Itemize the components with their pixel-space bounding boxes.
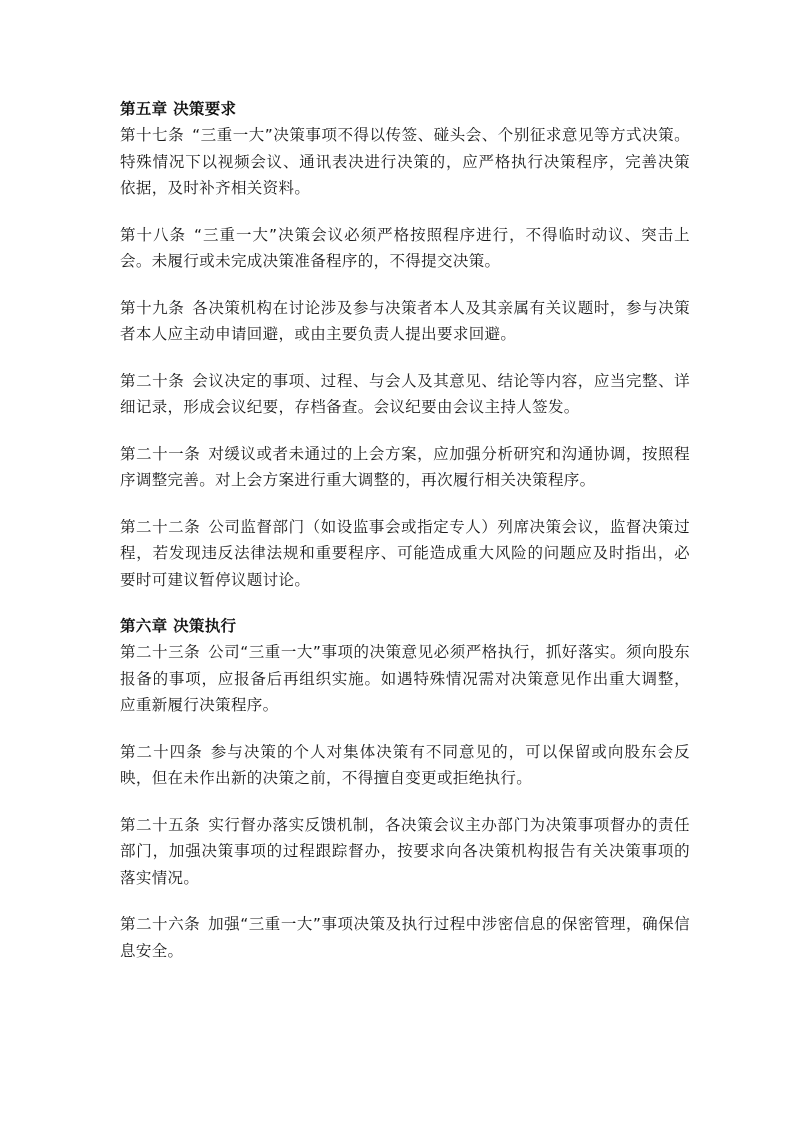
- article-number: 第二十二条: [120, 517, 201, 536]
- article-number: 第二十五条: [120, 815, 201, 834]
- article-text: 实行督办落实反馈机制，各决策会议主办部门为决策事项督办的责任部门，加强决策事项的过程跟踪督办，按要求向各决策机构报告有关决策事项的落实情况。: [120, 815, 690, 887]
- article-text: 公司“三重一大”事项的决策意见必须严格执行，抓好落实。须向股东报备的事项，应报备后再组织实施。如遇特殊情况需对决策意见作出重大调整，应重新履行决策程序。: [120, 643, 690, 714]
- article-number: 第二十六条: [120, 915, 201, 933]
- article-23: [120, 639, 690, 719]
- chapter-6-heading: 第六章 决策执行: [120, 617, 237, 635]
- article-18: [120, 222, 690, 275]
- article-25: [120, 812, 690, 892]
- article-number: 第二十三条: [120, 643, 201, 661]
- article-text: 公司监督部门（如设监事会或指定专人）列席决策会议，监督决策过程，若发现违反法律法规和重要程序、可能造成重大风险的问题应及时指出，必要时可建议暂停议题讨论。: [120, 517, 690, 589]
- article-17: [120, 122, 690, 202]
- article-26: [120, 911, 690, 964]
- article-number: 第二十四条: [120, 742, 203, 761]
- article-text: 加强“三重一大”事项决策及执行过程中涉密信息的保密管理，确保信息安全。: [120, 915, 690, 960]
- article-text: “三重一大”决策事项不得以传签、碰头会、个别征求意见等方式决策。特殊情况下以视频会议、通讯表决进行决策的，应严格执行决策程序，完善决策依据，及时补齐相关资料。: [120, 126, 690, 197]
- document-page: [120, 96, 690, 984]
- article-text: 参与决策的个人对集体决策有不同意见的，可以保留或向股东会反映，但在未作出新的决策之前，不得擅自变更或拒绝执行。: [120, 742, 690, 787]
- chapter-5-heading: 第五章 决策要求: [120, 100, 237, 118]
- article-24: [120, 739, 690, 792]
- article-22: [120, 514, 690, 594]
- article-number: 第二十条: [120, 371, 185, 390]
- article-20: [120, 368, 690, 421]
- article-number: 第十七条: [120, 126, 185, 144]
- article-number: 第二十一条: [120, 444, 201, 463]
- article-text: 会议决定的事项、过程、与会人及其意见、结论等内容，应当完整、详细记录，形成会议纪要，存档备查。会议纪要由会议主持人签发。: [120, 371, 691, 416]
- article-text: “三重一大”决策会议必须严格按照程序进行，不得临时动议、突击上会。未履行或未完成决策准备程序的，不得提交决策。: [120, 225, 690, 270]
- article-19: [120, 295, 690, 348]
- article-number: 第十八条: [120, 225, 187, 244]
- article-number: 第十九条: [120, 298, 185, 317]
- article-21: [120, 441, 690, 494]
- article-text: 各决策机构在讨论涉及参与决策者本人及其亲属有关议题时，参与决策者本人应主动申请回避，或由主要负责人提出要求回避。: [120, 298, 691, 343]
- article-text: 对缓议或者未通过的上会方案，应加强分析研究和沟通协调，按照程序调整完善。对上会方案进行重大调整的，再次履行相关决策程序。: [120, 444, 690, 489]
